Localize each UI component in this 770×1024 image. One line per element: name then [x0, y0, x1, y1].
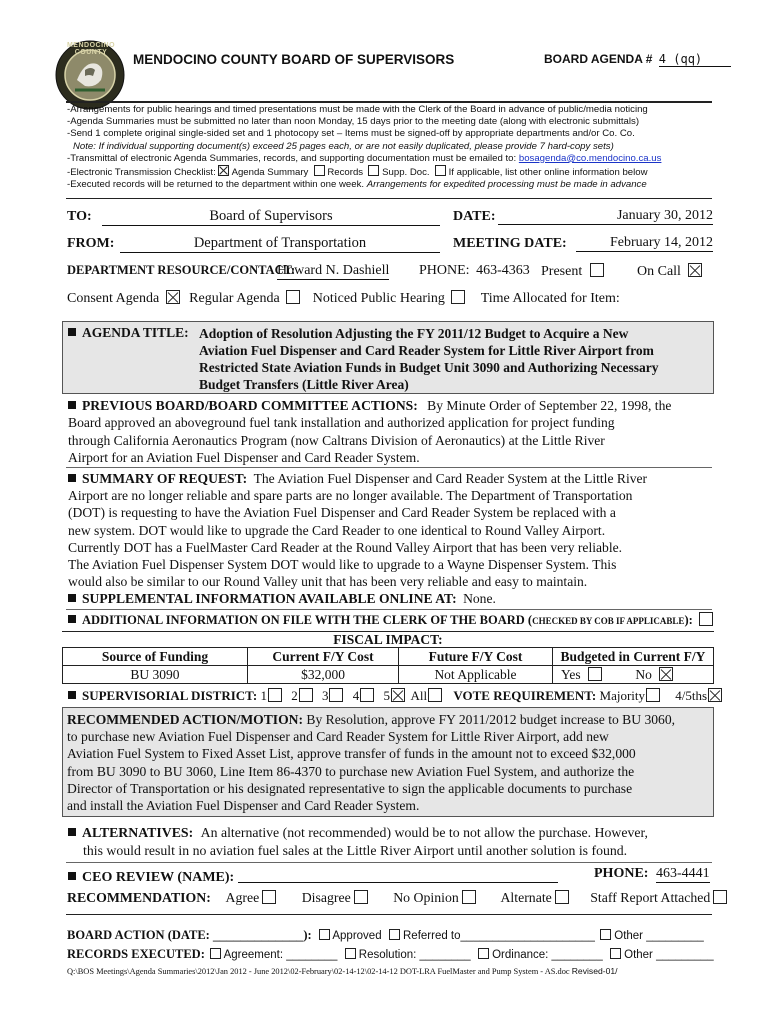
note-arrangements: -Arrangements for public hearings and timed presentations must be made with the Clerk of the Board in advance of public/media noticing: [67, 104, 648, 115]
budgeted-no-checkbox[interactable]: [659, 667, 673, 681]
district-all-checkbox[interactable]: [428, 688, 442, 702]
meeting-date-value[interactable]: February 14, 2012: [576, 235, 713, 252]
agenda-number-row: [544, 52, 731, 67]
oncall-option: On Call: [637, 263, 702, 280]
recommended-action-label: RECOMMENDED ACTION/MOTION:: [67, 712, 304, 727]
budgeted-cell: Yes No: [553, 666, 714, 684]
phone-row: [419, 263, 530, 279]
ordinance-checkbox[interactable]: [478, 948, 489, 959]
ceo-review: CEO REVIEW (NAME):: [68, 868, 558, 886]
oncall-checkbox[interactable]: [688, 263, 702, 277]
alternatives: ALTERNATIVES: An alternative (not recommended) would be to not allow the purchase. However, this would result in no aviation fuel sales at the Little River Airport until another solution is found.: [68, 824, 648, 860]
ceo-name-field[interactable]: [238, 868, 558, 883]
supp-doc-checkbox[interactable]: [368, 165, 379, 176]
fiscal-impact-title: FISCAL IMPACT:: [62, 631, 714, 648]
header-rule: [66, 101, 712, 103]
other-info-checkbox[interactable]: [435, 165, 446, 176]
footer: [67, 966, 767, 976]
present-option: Present: [541, 263, 604, 280]
meeting-date-label: MEETING DATE:: [453, 236, 567, 251]
table-row: [63, 666, 714, 684]
agenda-type-row: Consent Agenda Regular Agenda Noticed Public Hearing Time Allocated for Item:: [67, 291, 620, 306]
district-row: SUPERVISORIAL DISTRICT: 1 2 3 4 5 All VOTE REQUIREMENT: Majority 4/5ths: [68, 688, 722, 704]
funding-source: BU 3090: [63, 666, 248, 684]
phone-label: PHONE:: [419, 263, 470, 278]
present-checkbox[interactable]: [590, 263, 604, 277]
records-checkbox[interactable]: [314, 165, 325, 176]
agenda-title-label: AGENDA TITLE:: [68, 325, 189, 341]
board-action-options: Approved Referred to_____________________ Other _________: [315, 930, 704, 942]
agreement-checkbox[interactable]: [210, 948, 221, 959]
note-hardcopy: Note: If individual supporting document(s) exceed 25 pages each, or are not easily duplicated, please provide 7 hard-copy sets): [73, 140, 614, 152]
county-seal: [55, 40, 125, 110]
agenda-summary-checkbox[interactable]: [218, 165, 229, 176]
district-5-checkbox[interactable]: [391, 688, 405, 702]
ceo-recommendation: RECOMMENDATION: Agree Disagree No Opinion Alternate Staff Report Attached: [67, 890, 727, 906]
district-3-checkbox[interactable]: [329, 688, 343, 702]
referred-checkbox[interactable]: [389, 929, 400, 940]
records-other-checkbox[interactable]: [610, 948, 621, 959]
date-label: DATE:: [453, 209, 496, 224]
majority-checkbox[interactable]: [646, 688, 660, 702]
contact-label: DEPARTMENT RESOURCE/CONTACT:: [67, 263, 296, 277]
summary-label: SUMMARY OF REQUEST:: [82, 471, 248, 486]
agenda-title-text: Adoption of Resolution Adjusting the FY 2011/12 Budget to Acquire a New Aviation Fuel Dispenser and Card Reader System for Little River Airport from Restricted State Aviation Funds in Budget Unit 3090 and Authorizing Necessary Budget Transfers (Little River Area): [199, 326, 659, 392]
future-cost: Not Applicable: [399, 666, 553, 684]
board-other-checkbox[interactable]: [600, 929, 611, 940]
from-label: FROM:: [67, 236, 115, 251]
ceo-phone-value: 463-4441: [655, 866, 710, 881]
agree-checkbox[interactable]: [262, 890, 276, 904]
agenda-number-value: 4 (qq): [659, 52, 731, 67]
records-executed: RECORDS EXECUTED: Agreement: ________ Resolution: ________ Ordinance: ________ Other _________: [67, 947, 714, 961]
previous-actions: PREVIOUS BOARD/BOARD COMMITTEE ACTIONS: By Minute Order of September 22, 1998, the Board approved an aboveground fuel tank installation and authorized application for project funding through California Aeronautics Program (now Caltrans Division of Aeronautics) at the Little River Airport for an Aviation Fuel Dispenser and Card Reader System.: [68, 398, 672, 465]
note-copies: -Send 1 complete original single-sided set and 1 photocopy set – Items must be signed-off by appropriate departments and/or Co. Co.: [67, 128, 635, 140]
board-action: BOARD ACTION (DATE: _____________): Approved Referred to_____________________ Other _________: [67, 928, 704, 942]
org-title: MENDOCINO COUNTY BOARD OF SUPERVISORS: [133, 52, 455, 67]
previous-actions-label: PREVIOUS BOARD/BOARD COMMITTEE ACTIONS:: [82, 398, 418, 413]
to-value[interactable]: Board of Supervisors: [102, 208, 440, 226]
resolution-checkbox[interactable]: [345, 948, 356, 959]
email-link[interactable]: bosagenda@co.mendocino.ca.us: [518, 152, 662, 164]
four-fifths-checkbox[interactable]: [708, 688, 722, 702]
date-value[interactable]: January 30, 2012: [498, 208, 713, 225]
current-cost: $32,000: [248, 666, 399, 684]
fiscal-impact-table: [62, 647, 714, 684]
no-opinion-checkbox[interactable]: [462, 890, 476, 904]
budgeted-yes-checkbox[interactable]: [588, 667, 602, 681]
additional-info-checkbox[interactable]: [699, 612, 713, 626]
regular-agenda-checkbox[interactable]: [286, 290, 300, 304]
table-row: Source of Funding Current F/Y Cost Future F/Y Cost Budgeted in Current F/Y: [63, 648, 714, 666]
alternate-checkbox[interactable]: [555, 890, 569, 904]
additional-info: ADDITIONAL INFORMATION ON FILE WITH THE CLERK OF THE BOARD (CHECKED BY COB IF APPLICABLE):: [68, 612, 713, 628]
note-executed: -Executed records will be returned to the department within one week. Arrangements for expedited processing must be made in advance: [67, 179, 647, 191]
summary-of-request: SUMMARY OF REQUEST: The Aviation Fuel Dispenser and Card Reader System at the Little River Airport are no longer reliable and spare parts are no longer available. The Department of Transportation (DOT) is requesting to have the Aviation Fuel Dispenser and Card Reader System be replaced with a new system. DOT would like to upgrade the Card Reader to one identical to Round Valley Airport. Currently DOT has a FuelMaster Card Reader at the Round Valley Airport that has been very reliable. The Aviation Fuel Dispenser System DOT would like to upgrade to a Wayne Dispenser System. This would also be similar to our Round Valley unit that has been very reliable and easy to maintain. SUPPLEMENTAL INFORMATION AVAILABLE ONLINE AT: None.: [68, 471, 648, 607]
district-2-checkbox[interactable]: [299, 688, 313, 702]
district-1-checkbox[interactable]: [268, 688, 282, 702]
note-checklist: -Electronic Transmission Checklist: Agenda Summary Records Supp. Doc. If applicable, list other online information below: [67, 167, 648, 179]
recommended-action: RECOMMENDED ACTION/MOTION: By Resolution, approve FY 2011/2012 budget increase to BU 3060, to purchase new Aviation Fuel Dispenser and Card Reader System for Little River Airport, add new Aviation Fuel System to Fixed Asset List, approve transfer of funds in the amount not to exceed $32,000 from BU 3090 to BU 3060, Line Item 86-4370 to purchase new Aviation Fuel System, and authorize the Director of Transportation or his designated representative to sign the applicable documents to purchase and install the Aviation Fuel Dispenser and Card Reader System.: [67, 712, 676, 814]
supplemental-label: SUPPLEMENTAL INFORMATION AVAILABLE ONLINE AT:: [82, 591, 457, 607]
disagree-checkbox[interactable]: [354, 890, 368, 904]
staff-report-checkbox[interactable]: [713, 890, 727, 904]
phone-value: 463-4363: [476, 263, 530, 278]
agenda-number-label: BOARD AGENDA #: [544, 52, 653, 66]
revised-label: Revised-01/: [571, 966, 618, 976]
alternatives-label: ALTERNATIVES:: [82, 825, 194, 840]
notes-rule: [66, 198, 712, 199]
consent-agenda-checkbox[interactable]: [166, 290, 180, 304]
contact-value[interactable]: Howard N. Dashiell: [277, 263, 390, 278]
submission-notes: [67, 104, 717, 191]
noticed-hearing-checkbox[interactable]: [451, 290, 465, 304]
to-label: TO:: [67, 209, 92, 224]
approved-checkbox[interactable]: [319, 929, 330, 940]
supplemental-value: None.: [463, 591, 496, 607]
county-seal-text: MENDOCINO COUNTY: [66, 42, 116, 56]
file-path: Q:\BOS Meetings\Agenda Summaries\2012\Jan 2012 - June 2012\02-February\02-14-12\02-14-12 DOT-LRA FuelMaster and Pump System - AS.doc: [67, 967, 570, 976]
from-value[interactable]: Department of Transportation: [120, 235, 440, 253]
district-4-checkbox[interactable]: [360, 688, 374, 702]
note-transmittal: -Transmittal of electronic Agenda Summaries, records, and supporting documentation must be emailed to: bosagenda@co.mendocino.ca.us: [67, 152, 662, 164]
ceo-phone: PHONE: 463-4441: [594, 866, 710, 881]
note-deadline: -Agenda Summaries must be submitted no later than noon Monday, 15 days prior to the meeting date (along with electronic submittals): [67, 116, 640, 128]
